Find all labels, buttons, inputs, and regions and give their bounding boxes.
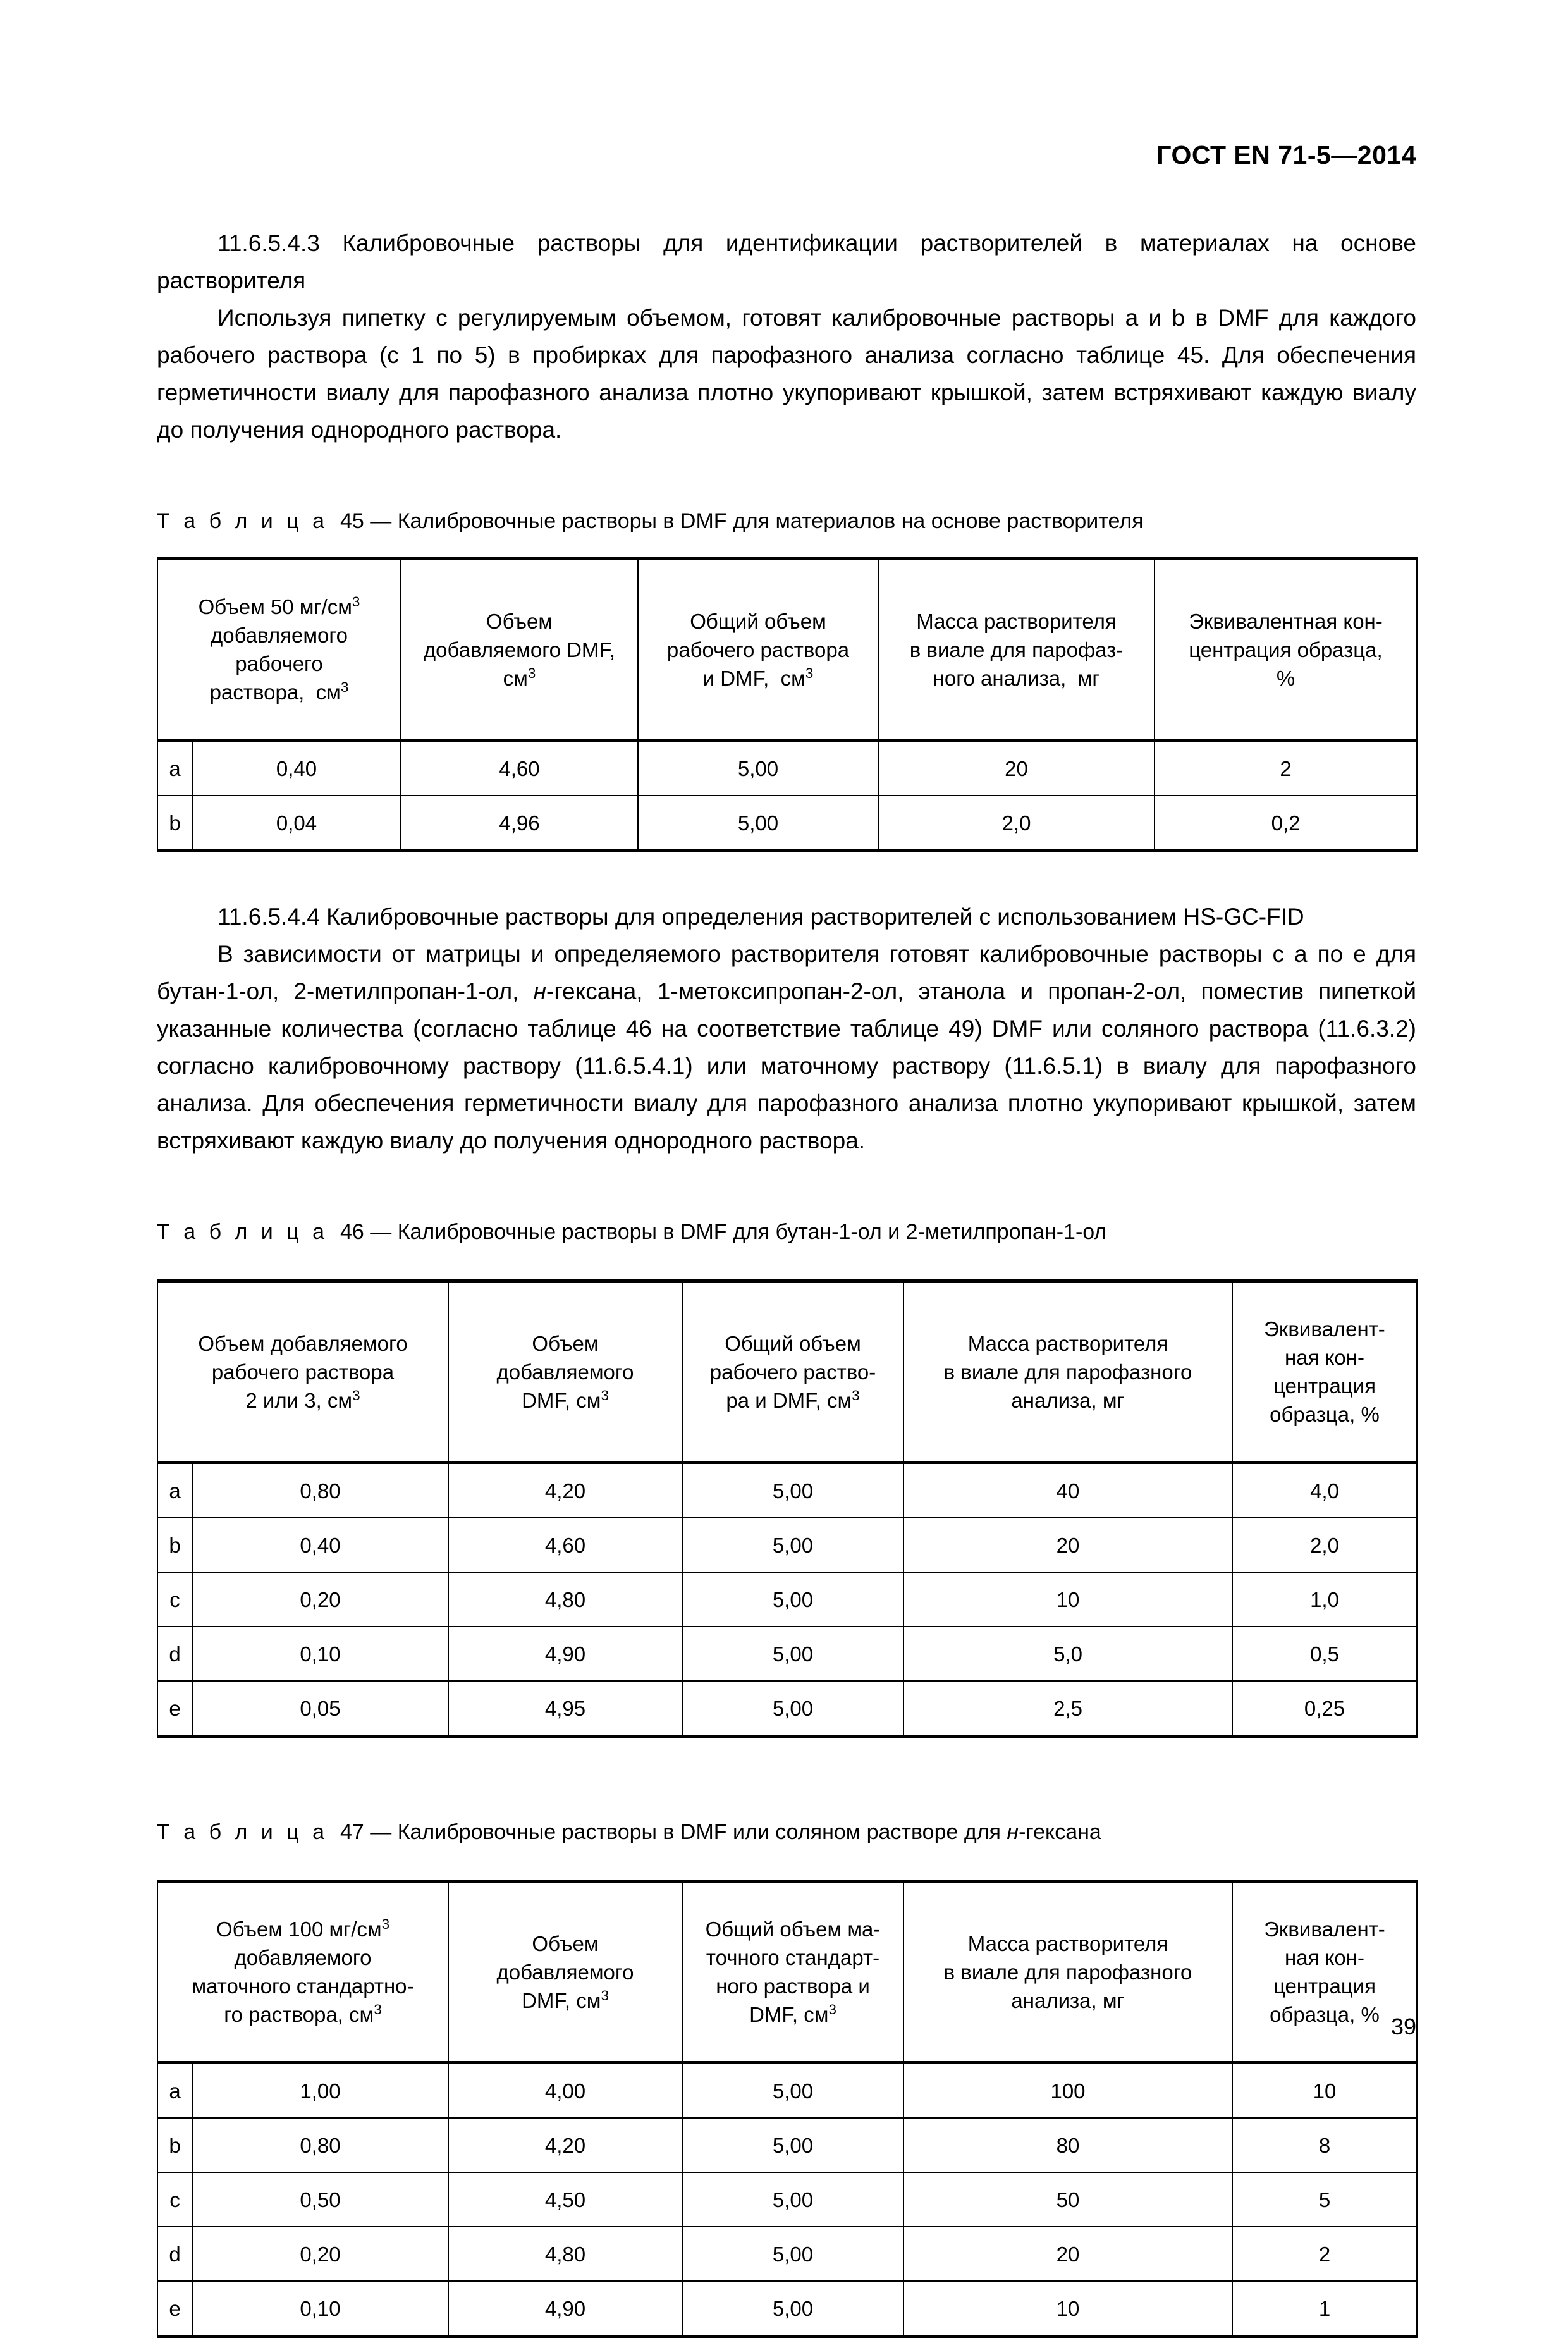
table-47-col-3: Масса растворителя в виале для парофазного анализа, мг (903, 1881, 1232, 2063)
table-45-header (157, 559, 1417, 741)
table-row (157, 741, 1417, 796)
cell-equiv-conc: 4,0 (1232, 1463, 1417, 1518)
table-row (157, 2281, 1417, 2337)
table-45-col-4: Эквивалентная кон- центрация образца, % (1155, 559, 1417, 741)
row-label: e (157, 1681, 192, 1737)
cell-volume-dmf: 4,20 (448, 2118, 682, 2172)
cell-equiv-conc: 8 (1232, 2118, 1417, 2172)
cell-solvent-mass: 20 (903, 1518, 1232, 1572)
table-row (157, 2118, 1417, 2172)
table-47-header (157, 1881, 1417, 2063)
table-45-caption (157, 507, 1416, 536)
table-row (157, 1518, 1417, 1572)
cell-equiv-conc: 1,0 (1232, 1572, 1417, 1627)
cell-equiv-conc: 0,2 (1155, 796, 1417, 851)
cell-volume-stock: 0,10 (192, 2281, 448, 2337)
cell-total-volume: 5,00 (638, 796, 878, 851)
row-label: b (157, 796, 192, 851)
cell-volume-dmf: 4,90 (448, 1627, 682, 1681)
table-46-col-2: Общий объем рабочего раство- ра и DMF, $см^3$ (682, 1281, 903, 1463)
page-content (157, 225, 1416, 2338)
table-46-body (157, 1463, 1417, 1737)
table-47-header-row (157, 1881, 1417, 2063)
cell-volume-dmf: 4,95 (448, 1681, 682, 1737)
cell-equiv-conc: 0,5 (1232, 1627, 1417, 1681)
table-47-caption-dash: — (370, 1820, 392, 1844)
cell-total-volume: 5,00 (682, 1627, 903, 1681)
table-46-caption-dash: — (370, 1220, 392, 1244)
cell-volume-working: 0,40 (192, 1518, 448, 1572)
row-label: a (157, 741, 192, 796)
cell-volume-dmf: 4,80 (448, 1572, 682, 1627)
cell-solvent-mass: 10 (903, 1572, 1232, 1627)
cell-volume-working: 0,05 (192, 1681, 448, 1737)
cell-solvent-mass: 20 (878, 741, 1155, 796)
table-46-col-4: Эквивалент- ная кон- центрация образца, % (1232, 1281, 1417, 1463)
cell-solvent-mass: 80 (903, 2118, 1232, 2172)
table-row (157, 1572, 1417, 1627)
cell-solvent-mass: 5,0 (903, 1627, 1232, 1681)
table-45-body (157, 741, 1417, 851)
cell-total-volume: 5,00 (638, 741, 878, 796)
cell-volume-working: 0,20 (192, 1572, 448, 1627)
body-part-1: В зависимости от матрицы и определяемого растворителя готовят калибровочные растворы с a по e для бутан-1-ол, 2-метилпропан-1-ол, (157, 941, 1416, 1004)
table-row (157, 2227, 1417, 2281)
cell-total-volume: 5,00 (682, 2063, 903, 2119)
cell-equiv-conc: 0,25 (1232, 1681, 1417, 1737)
page-number: 39 (1390, 2014, 1416, 2040)
cell-volume-dmf: 4,50 (448, 2172, 682, 2227)
table-47-body (157, 2063, 1417, 2337)
table-47-caption-label: Т а б л и ц а (157, 1820, 329, 1844)
table-46-caption-label: Т а б л и ц а (157, 1220, 329, 1244)
cell-equiv-conc: 2 (1155, 741, 1417, 796)
cell-equiv-conc: 2,0 (1232, 1518, 1417, 1572)
table-row (157, 1681, 1417, 1737)
row-label: c (157, 1572, 192, 1627)
cell-total-volume: 5,00 (682, 2172, 903, 2227)
cell-total-volume: 5,00 (682, 1518, 903, 1572)
cell-volume-working: 0,04 (192, 796, 401, 851)
cell-solvent-mass: 50 (903, 2172, 1232, 2227)
cell-equiv-conc: 1 (1232, 2281, 1417, 2337)
table-45-caption-text: Калибровочные растворы в DMF для материалов на основе растворителя (397, 509, 1144, 533)
cell-solvent-mass: 100 (903, 2063, 1232, 2119)
table-46-caption (157, 1217, 1416, 1246)
cell-total-volume: 5,00 (682, 2227, 903, 2281)
table-row (157, 1627, 1417, 1681)
table-45 (157, 557, 1418, 852)
table-46-col-1: Объем добавляемого DMF, $см^3$ (448, 1281, 682, 1463)
table-47-col-2: Общий объем ма- точного стандарт- ного раствора и DMF, $см^3$ (682, 1881, 903, 2063)
cell-volume-dmf: 4,60 (401, 741, 638, 796)
cell-equiv-conc: 10 (1232, 2063, 1417, 2119)
cell-solvent-mass: 2,5 (903, 1681, 1232, 1737)
row-label: a (157, 2063, 192, 2119)
cell-solvent-mass: 10 (903, 2281, 1232, 2337)
cell-total-volume: 5,00 (682, 1681, 903, 1737)
table-47 (157, 1880, 1418, 2338)
table-row (157, 1463, 1417, 1518)
section-heading-11-6-5-4-3: 11.6.5.4.3 Калибровочные растворы для идентификации растворителей в материалах на основе растворителя (157, 230, 1416, 293)
table-47-caption (157, 1818, 1416, 1847)
table-45-caption-label: Т а б л и ц а (157, 509, 329, 533)
cell-volume-dmf: 4,00 (448, 2063, 682, 2119)
table-row (157, 796, 1417, 851)
cell-solvent-mass: 2,0 (878, 796, 1155, 851)
table-46-col-3: Масса растворителя в виале для парофазного анализа, мг (903, 1281, 1232, 1463)
cell-volume-working: 0,40 (192, 741, 401, 796)
cell-volume-working: 0,10 (192, 1627, 448, 1681)
table-47-col-4: Эквивалент- ная кон- центрация образца, % (1232, 1881, 1417, 2063)
cell-volume-stock: 0,20 (192, 2227, 448, 2281)
table-46-col-0: Объем добавляемого рабочего раствора 2 или 3, $см^3$ (157, 1281, 448, 1463)
table-45-caption-number: 45 (340, 509, 364, 533)
cell-volume-dmf: 4,96 (401, 796, 638, 851)
table-46-header (157, 1281, 1417, 1463)
table-45-caption-dash: — (370, 509, 392, 533)
cell-volume-dmf: 4,20 (448, 1463, 682, 1518)
table-46-caption-text: Калибровочные растворы в DMF для бутан-1-ол и 2-метилпропан-1-ол (397, 1220, 1107, 1244)
table-47-caption-text-2: -гексана (1019, 1820, 1101, 1844)
cell-total-volume: 5,00 (682, 2118, 903, 2172)
table-row (157, 2063, 1417, 2119)
row-label: b (157, 2118, 192, 2172)
cell-total-volume: 5,00 (682, 2281, 903, 2337)
row-label: d (157, 1627, 192, 1681)
cell-volume-dmf: 4,90 (448, 2281, 682, 2337)
row-label: a (157, 1463, 192, 1518)
body-part-2: -гексана, 1-метоксипропан-2-ол, этанола и пропан-2-ол, поместив пипеткой указанные количества (согласно таблице 46 на соответствие таблице 49) DMF или соляного раствора (11.6.3.2) согласно калибровочному раствору (11.6.5.4.1) или маточному раствору (11.6.5.1) в виалу для парофазного анализа. Для обеспечения герметичности виалу для парофазного анализа плотно укупоривают крышкой, затем встряхивают каждую виалу до получения однородного раствора. (157, 978, 1416, 1154)
cell-equiv-conc: 2 (1232, 2227, 1417, 2281)
table-45-col-3: Масса растворителя в виале для парофаз- ного анализа, мг (878, 559, 1155, 741)
body-italic-n: н (533, 978, 547, 1004)
table-row (157, 2172, 1417, 2227)
table-46-header-row (157, 1281, 1417, 1463)
table-47-col-0: Объем 100 $мг/см^3$ добавляемого маточного стандартно- го раствора, $см^3$ (157, 1881, 448, 2063)
cell-solvent-mass: 20 (903, 2227, 1232, 2281)
table-45-col-2: Общий объем рабочего раствора и DMF, $см^3$ (638, 559, 878, 741)
table-47-caption-italic-n: н (1007, 1820, 1019, 1844)
row-label: d (157, 2227, 192, 2281)
table-47-col-1: Объем добавляемого DMF, $см^3$ (448, 1881, 682, 2063)
table-45-col-0: Объем 50 $мг/см^3$ добавляемого рабочего раствора, $см^3$ (157, 559, 401, 741)
section-heading-11-6-5-4-4: 11.6.5.4.4 Калибровочные растворы для определения растворителей с использованием HS-GC-FID (217, 904, 1304, 930)
cell-volume-stock: 1,00 (192, 2063, 448, 2119)
cell-volume-working: 0,80 (192, 1463, 448, 1518)
cell-volume-stock: 0,80 (192, 2118, 448, 2172)
section-body-11-6-5-4-4 (157, 935, 1416, 1159)
section-body-11-6-5-4-3: Используя пипетку с регулируемым объемом, готовят калибровочные растворы a и b в DMF для каждого рабочего раствора (с 1 по 5) в пробирках для парофазного анализа согласно таблице 45. Для обеспечения герметичности виалу для парофазного анализа плотно укупоривают крышкой, затем встряхивают каждую виалу до получения однородного раствора. (157, 305, 1416, 443)
cell-equiv-conc: 5 (1232, 2172, 1417, 2227)
cell-volume-dmf: 4,60 (448, 1518, 682, 1572)
table-46-caption-number: 46 (340, 1220, 364, 1244)
cell-total-volume: 5,00 (682, 1463, 903, 1518)
table-46 (157, 1279, 1418, 1738)
row-label: b (157, 1518, 192, 1572)
cell-solvent-mass: 40 (903, 1463, 1232, 1518)
row-label: e (157, 2281, 192, 2337)
table-45-col-1: Объем добавляемого DMF, $см^3$ (401, 559, 638, 741)
table-45-header-row (157, 559, 1417, 741)
cell-total-volume: 5,00 (682, 1572, 903, 1627)
row-label: c (157, 2172, 192, 2227)
cell-volume-dmf: 4,80 (448, 2227, 682, 2281)
table-47-caption-number: 47 (340, 1820, 364, 1844)
table-47-caption-text-1: Калибровочные растворы в DMF или соляном растворе для (397, 1820, 1007, 1844)
document-header: ГОСТ EN 71-5—2014 (1156, 140, 1416, 169)
cell-volume-stock: 0,50 (192, 2172, 448, 2227)
